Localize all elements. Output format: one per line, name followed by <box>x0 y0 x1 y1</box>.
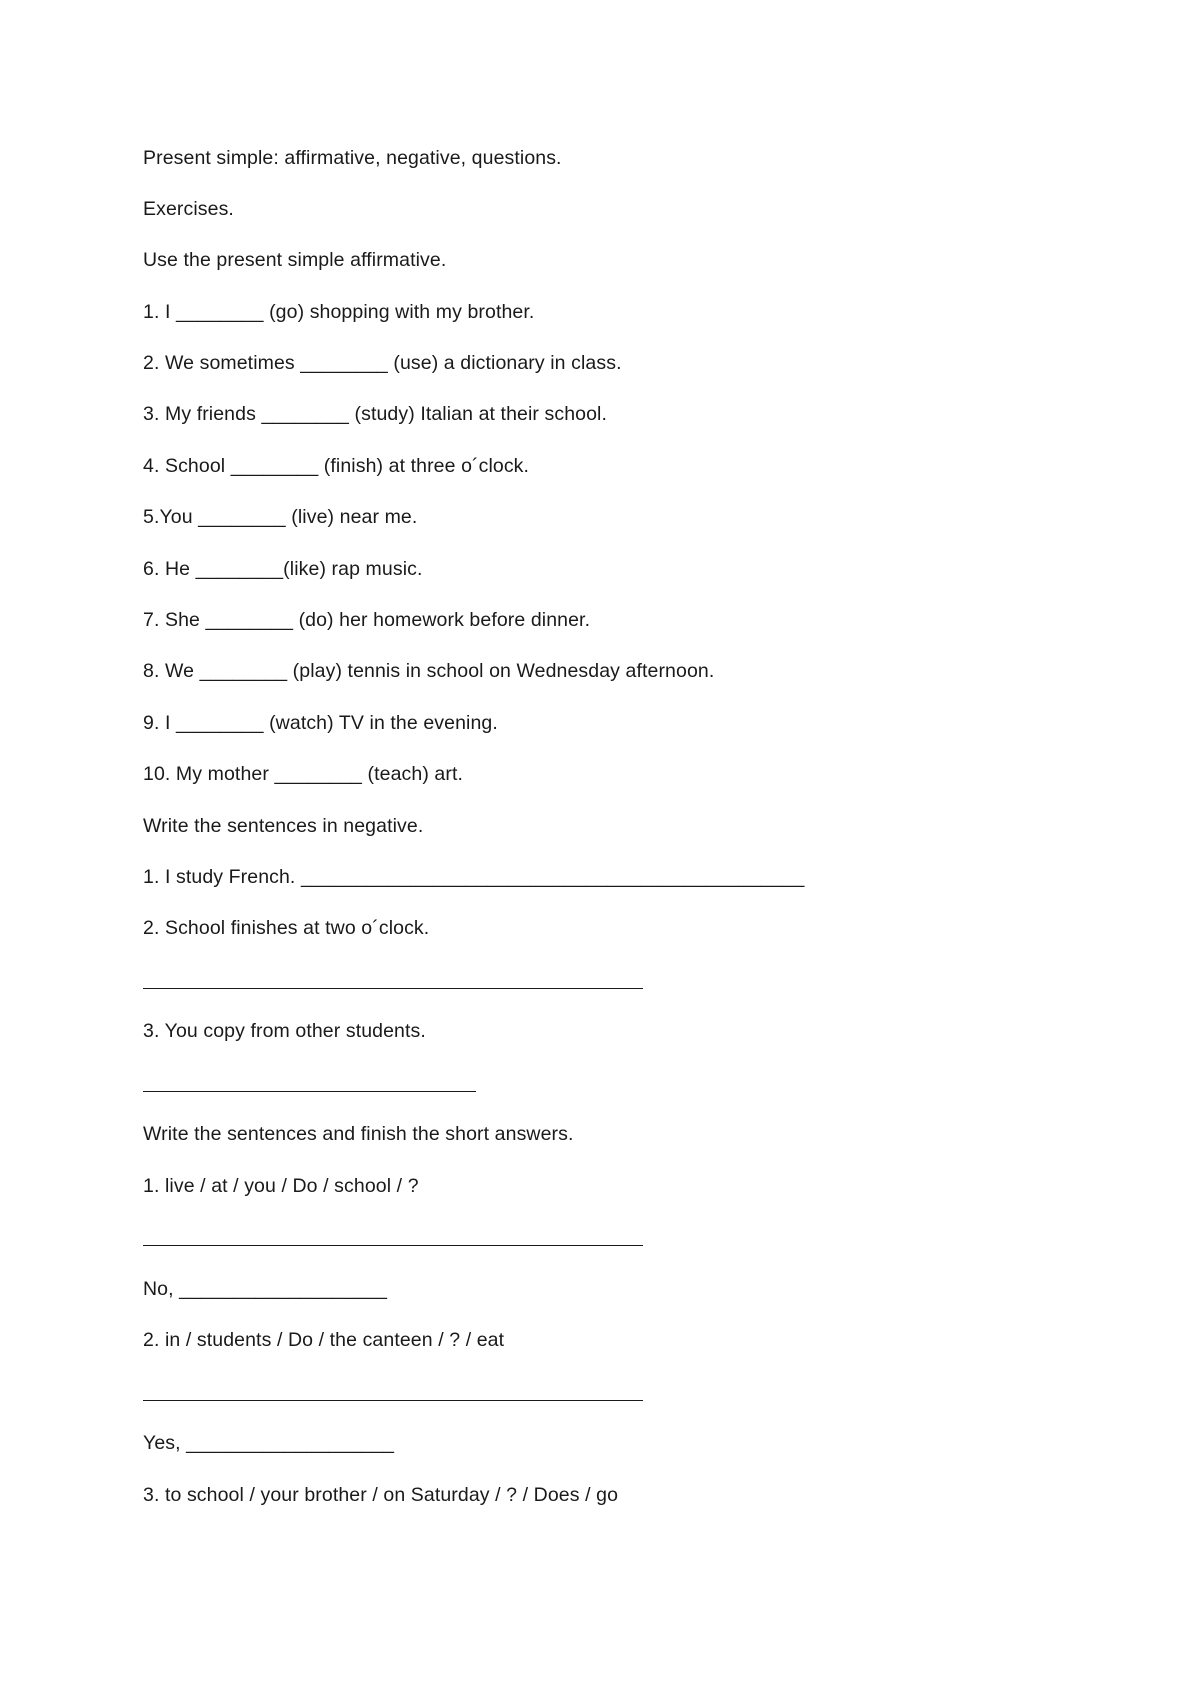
question-item: 1. live / at / you / Do / school / ? <box>143 1175 419 1197</box>
affirmative-item: 4. School ________ (finish) at three o´clock. <box>143 455 530 477</box>
answer-line <box>143 1400 643 1401</box>
exercises-heading: Exercises. <box>143 198 234 220</box>
affirmative-item: 2. We sometimes ________ (use) a dictionary in class. <box>143 352 622 374</box>
negative-item: 1. I study French. ______________________________________________ <box>143 866 805 888</box>
affirmative-item: 7. She ________ (do) her homework before dinner. <box>143 609 591 631</box>
worksheet-title: Present simple: affirmative, negative, questions. <box>143 147 562 169</box>
question-item: 2. in / students / Do / the canteen / ? / eat <box>143 1329 505 1351</box>
affirmative-item: 1. I ________ (go) shopping with my brother. <box>143 301 535 323</box>
affirmative-item: 9. I ________ (watch) TV in the evening. <box>143 712 498 734</box>
answer-line <box>143 1245 643 1246</box>
question-item: 3. to school / your brother / on Saturday / ? / Does / go <box>143 1484 619 1506</box>
answer-line <box>143 988 643 989</box>
short-answer: No, ___________________ <box>143 1278 388 1300</box>
negative-instruction: Write the sentences in negative. <box>143 815 424 837</box>
negative-item: 2. School finishes at two o´clock. <box>143 917 430 939</box>
answer-line <box>143 1091 476 1092</box>
questions-instruction: Write the sentences and finish the short answers. <box>143 1123 574 1145</box>
affirmative-item: 10. My mother ________ (teach) art. <box>143 763 464 785</box>
short-answer: Yes, ___________________ <box>143 1432 395 1454</box>
affirmative-instruction: Use the present simple affirmative. <box>143 249 447 271</box>
affirmative-item: 8. We ________ (play) tennis in school on Wednesday afternoon. <box>143 660 715 682</box>
negative-item: 3. You copy from other students. <box>143 1020 426 1042</box>
affirmative-item: 6. He ________(like) rap music. <box>143 558 423 580</box>
affirmative-item: 3. My friends ________ (study) Italian at their school. <box>143 403 607 425</box>
affirmative-item: 5.You ________ (live) near me. <box>143 506 418 528</box>
